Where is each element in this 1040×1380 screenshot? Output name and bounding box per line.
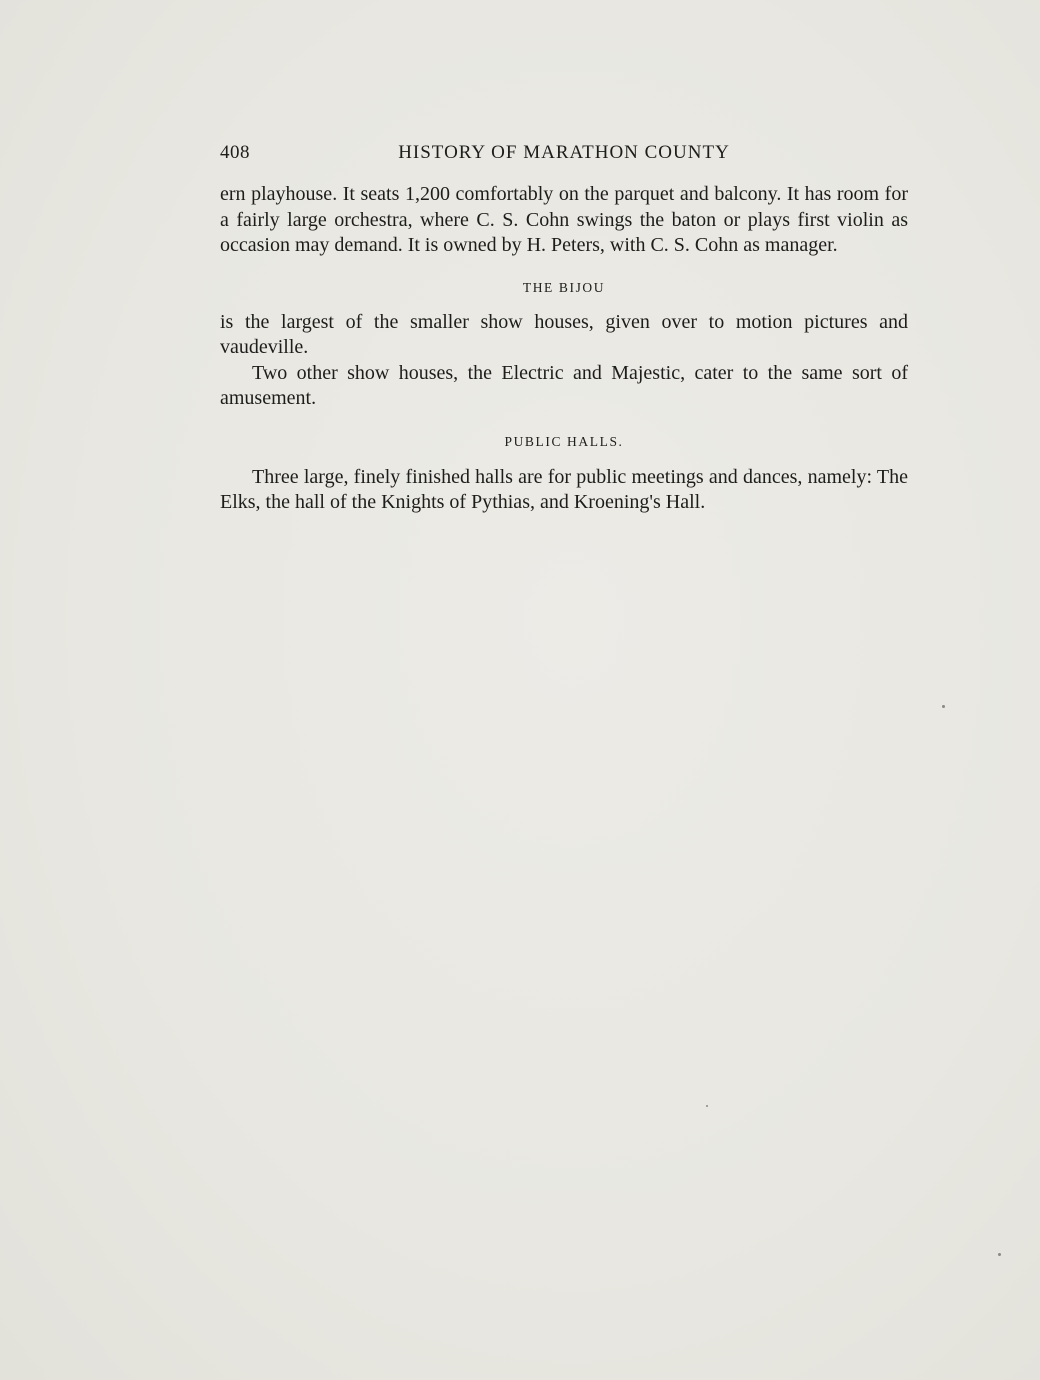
running-head [220, 140, 908, 170]
paper-speck [942, 705, 945, 708]
paragraph-halls: Three large, finely finished halls are for public meetings and dances, namely: The Elks, the hall of the Knights of Pythias, and Kroening's Hall. [220, 465, 908, 513]
section-heading-bijou: THE BIJOU [522, 279, 606, 295]
paper-speck [706, 1105, 708, 1107]
paragraph-bijou: is the largest of the smaller show houses, given over to motion pictures and vaudeville. [220, 310, 908, 358]
paragraph-other-shows: Two other show houses, the Electric and Majestic, cater to the same sort of amusement. [220, 361, 908, 409]
page-number: 408 [220, 142, 250, 163]
paper-speck [998, 1253, 1001, 1256]
page-content [220, 140, 908, 516]
running-title: HISTORY OF MARATHON COUNTY [398, 142, 730, 163]
paragraph-opening: ern playhouse. It seats 1,200 comfortably on the parquet and balcony. It has room for a fairly large orchestra, where C. S. Cohn swings the baton or plays first violin as occasion may demand. It is owned by H. Peters, with C. S. Cohn as manager. [220, 183, 908, 256]
section-heading-public-halls: PUBLIC HALLS. [504, 433, 624, 449]
